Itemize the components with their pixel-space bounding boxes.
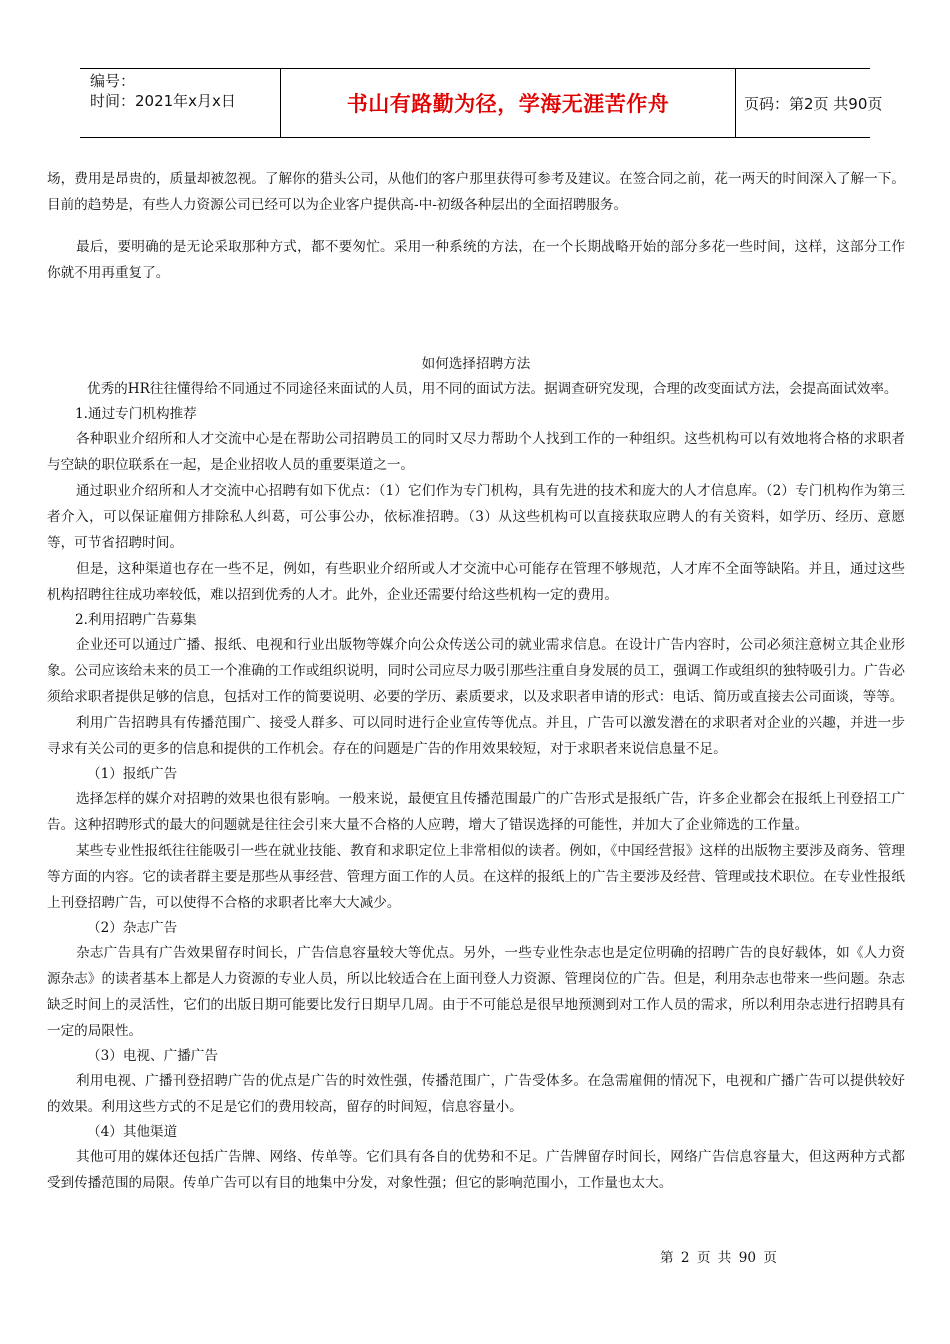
time-label: 时间：2021年x月x日 bbox=[90, 92, 236, 110]
paragraph: 通过职业介绍所和人才交流中心招聘有如下优点：（1）它们作为专门机构，具有先进的技术和庞大的人才信息库。（2）专门机构作为第三者介入，可以保证雇佣方排除私人纠葛，可公事公办，依标准招聘。（3）从这些机构可以直接获取应聘人的有关资料，如学历、经历、意愿等，可节省招聘时间。 bbox=[47, 483, 905, 551]
paragraph: 选择怎样的媒介对招聘的效果也很有影响。一般来说，最便宜且传播范围最广的广告形式是报纸广告，许多企业都会在报纸上刊登招工广告。这种招聘形式的最大的问题就是往往会引来大量不合格的人应聘，增大了错误选择的可能性，并加大了企业筛选的工作量。 bbox=[47, 791, 905, 833]
motto-text: 书山有路勤为径，学海无涯苦作舟 bbox=[346, 92, 670, 116]
paragraph: 优秀的HR往往懂得给不同通过不同途径来面试的人员，用不同的面试方法。据调查研究发现，合理的改变面试方法，会提高面试效率。 bbox=[87, 381, 898, 397]
header-page-info: 页码：第2页 共90页 bbox=[744, 94, 883, 113]
paragraph: 最后，要明确的是无论采取那种方式，都不要匆忙。采用一种系统的方法，在一个长期战略开始的部分多花一些时间，这样，这部分工作你就不用再重复了。 bbox=[47, 239, 905, 281]
page-header bbox=[80, 68, 883, 138]
subheading: 2.利用招聘广告募集 bbox=[75, 612, 197, 628]
paragraph: 利用广告招聘具有传播范围广、接受人群多、可以同时进行企业宣传等优点。并且，广告可以激发潜在的求职者对企业的兴趣，并进一步寻求有关公司的更多的信息和提供的工作机会。存在的问题是广告的作用效果较短，对于求职者来说信息量不足。 bbox=[47, 715, 905, 757]
document-body bbox=[47, 166, 905, 1196]
paragraph: 各种职业介绍所和人才交流中心是在帮助公司招聘员工的同时又尽力帮助个人找到工作的一种组织。这些机构可以有效地将合格的求职者与空缺的职位联系在一起，是企业招收人员的重要渠道之一。 bbox=[47, 431, 905, 473]
page-footer: 第 2 页 共 90 页 bbox=[660, 1250, 777, 1266]
section-title: 如何选择招聘方法 bbox=[421, 356, 531, 372]
paragraph: 其他可用的媒体还包括广告牌、网络、传单等。它们具有各自的优势和不足。广告牌留存时间长，网络广告信息容量大，但这两种方式都受到传播范围的局限。传单广告可以有目的地集中分发，对象性强；但它的影响范围小，工作量也太大。 bbox=[47, 1149, 905, 1191]
paragraph: 但是，这种渠道也存在一些不足，例如，有些职业介绍所或人才交流中心可能存在管理不够规范，人才库不全面等缺陷。并且，通过这些机构招聘往往成功率较低，难以招到优秀的人才。此外，企业还需要付给这些机构一定的费用。 bbox=[47, 561, 905, 603]
paragraph: 某些专业性报纸往往能吸引一些在就业技能、教育和求职定位上非常相似的读者。例如，《中国经营报》这样的出版物主要涉及商务、管理等方面的内容。它的读者群主要是那些从事经营、管理方面工作的人员。在这样的报纸上的广告主要涉及经营、管理或技术职位。在专业性报纸上刊登招聘广告，可以使得不合格的求职者比率大大减少。 bbox=[47, 843, 905, 911]
number-label: 编号： bbox=[90, 72, 136, 90]
paragraph: 利用电视、广播刊登招聘广告的优点是广告的时效性强，传播范围广，广告受体多。在急需雇佣的情况下，电视和广播广告可以提供较好的效果。利用这些方式的不足是它们的费用较高，留存的时间短，信息容量小。 bbox=[47, 1073, 905, 1115]
paragraph: 企业还可以通过广播、报纸、电视和行业出版物等媒介向公众传送公司的就业需求信息。在设计广告内容时，公司必须注意树立其企业形象。公司应该给未来的员工一个准确的工作或组织说明，同时公司应尽力吸引那些注重自身发展的员工，强调工作或组织的独特吸引力。广告必须给求职者提供足够的信息，包括对工作的简要说明、必要的学历、素质要求，以及求职者申请的形式：电话、简历或直接去公司面谈，等等。 bbox=[47, 637, 905, 705]
subheading: （3）电视、广播广告 bbox=[87, 1048, 218, 1064]
paragraph: 场，费用是昂贵的，质量却被忽视。了解你的猎头公司，从他们的客户那里获得可参考及建议。在签合同之前，花一两天的时间深入了解一下。目前的趋势是，有些人力资源公司已经可以为企业客户提供高-中-初级各种层出的全面招聘服务。 bbox=[47, 171, 905, 213]
header-meta bbox=[80, 69, 280, 137]
subheading: （1）报纸广告 bbox=[87, 766, 178, 782]
subheading: 1.通过专门机构推荐 bbox=[75, 406, 197, 422]
paragraph: 杂志广告具有广告效果留存时间长，广告信息容量较大等优点。另外，一些专业性杂志也是定位明确的招聘广告的良好载体，如《人力资源杂志》的读者基本上都是人力资源的专业人员，所以比较适合在上面刊登人力资源、管理岗位的广告。但是，利用杂志也带来一些问题。杂志缺乏时间上的灵活性，它们的出版日期可能要比发行日期早几周。由于不可能总是很早地预测到对工作人员的需求，所以利用杂志进行招聘具有一定的局限性。 bbox=[47, 945, 905, 1039]
header-motto-cell bbox=[280, 69, 736, 137]
subheading: （4）其他渠道 bbox=[87, 1124, 178, 1140]
subheading: （2）杂志广告 bbox=[87, 920, 178, 936]
